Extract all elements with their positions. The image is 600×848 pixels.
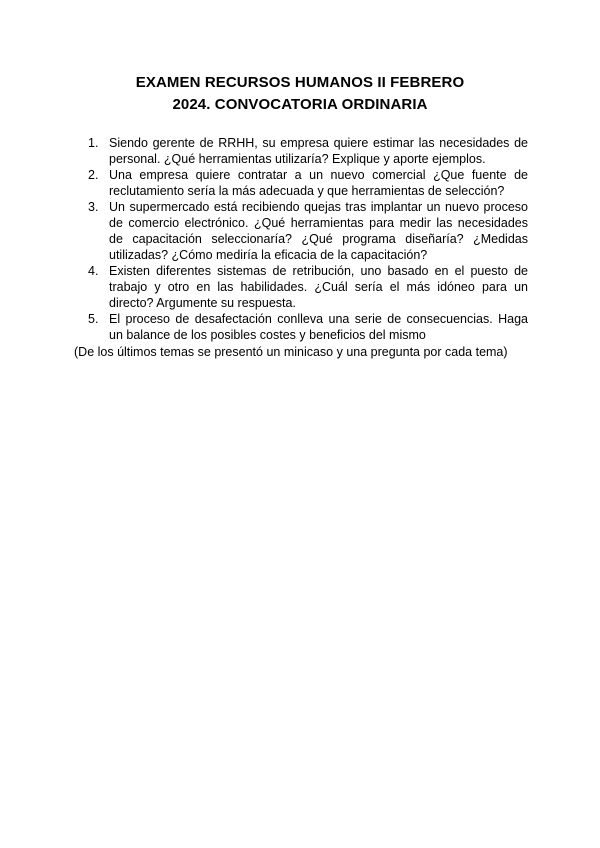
- question-item: [88, 135, 528, 167]
- exam-title-line-2: 2024. CONVOCATORIA ORDINARIA: [172, 96, 428, 113]
- question-text: Una empresa quiere contratar a un nuevo comercial ¿Que fuente de reclutamiento sería la más adecuada y que herramientas de selección?: [109, 168, 528, 198]
- footnote: (De los últimos temas se presentó un minicaso y una pregunta por cada tema): [74, 345, 508, 359]
- exam-title: [0, 72, 600, 116]
- question-number: 1.: [88, 136, 99, 150]
- question-text: Un supermercado está recibiendo quejas tras implantar un nuevo proceso de comercio electrónico. ¿Qué herramientas para medir las necesidades de capacitación seleccionaría? ¿Qué programa diseñaría? ¿Medidas utilizadas? ¿Cómo mediría la eficacia de la capacitación?: [109, 200, 528, 262]
- question-item: [88, 263, 528, 311]
- exam-title-line-1: EXAMEN RECURSOS HUMANOS II FEBRERO: [135, 74, 465, 91]
- question-item: [88, 311, 528, 343]
- question-item: [88, 167, 528, 199]
- question-item: [88, 199, 528, 263]
- question-number: 4.: [88, 264, 99, 278]
- question-list: [88, 135, 528, 343]
- question-text: Siendo gerente de RRHH, su empresa quiere estimar las necesidades de personal. ¿Qué herramientas utilizaría? Explique y aporte ejemplos.: [109, 136, 528, 166]
- question-number: 2.: [88, 168, 99, 182]
- question-number: 3.: [88, 200, 99, 214]
- question-number: 5.: [88, 312, 99, 326]
- question-text: El proceso de desafectación conlleva una serie de consecuencias. Haga un balance de los posibles costes y beneficios del mismo: [109, 312, 528, 342]
- question-text: Existen diferentes sistemas de retribución, uno basado en el puesto de trabajo y otro en las habilidades. ¿Cuál sería el más idóneo para un directo? Argumente su respuesta.: [109, 264, 528, 310]
